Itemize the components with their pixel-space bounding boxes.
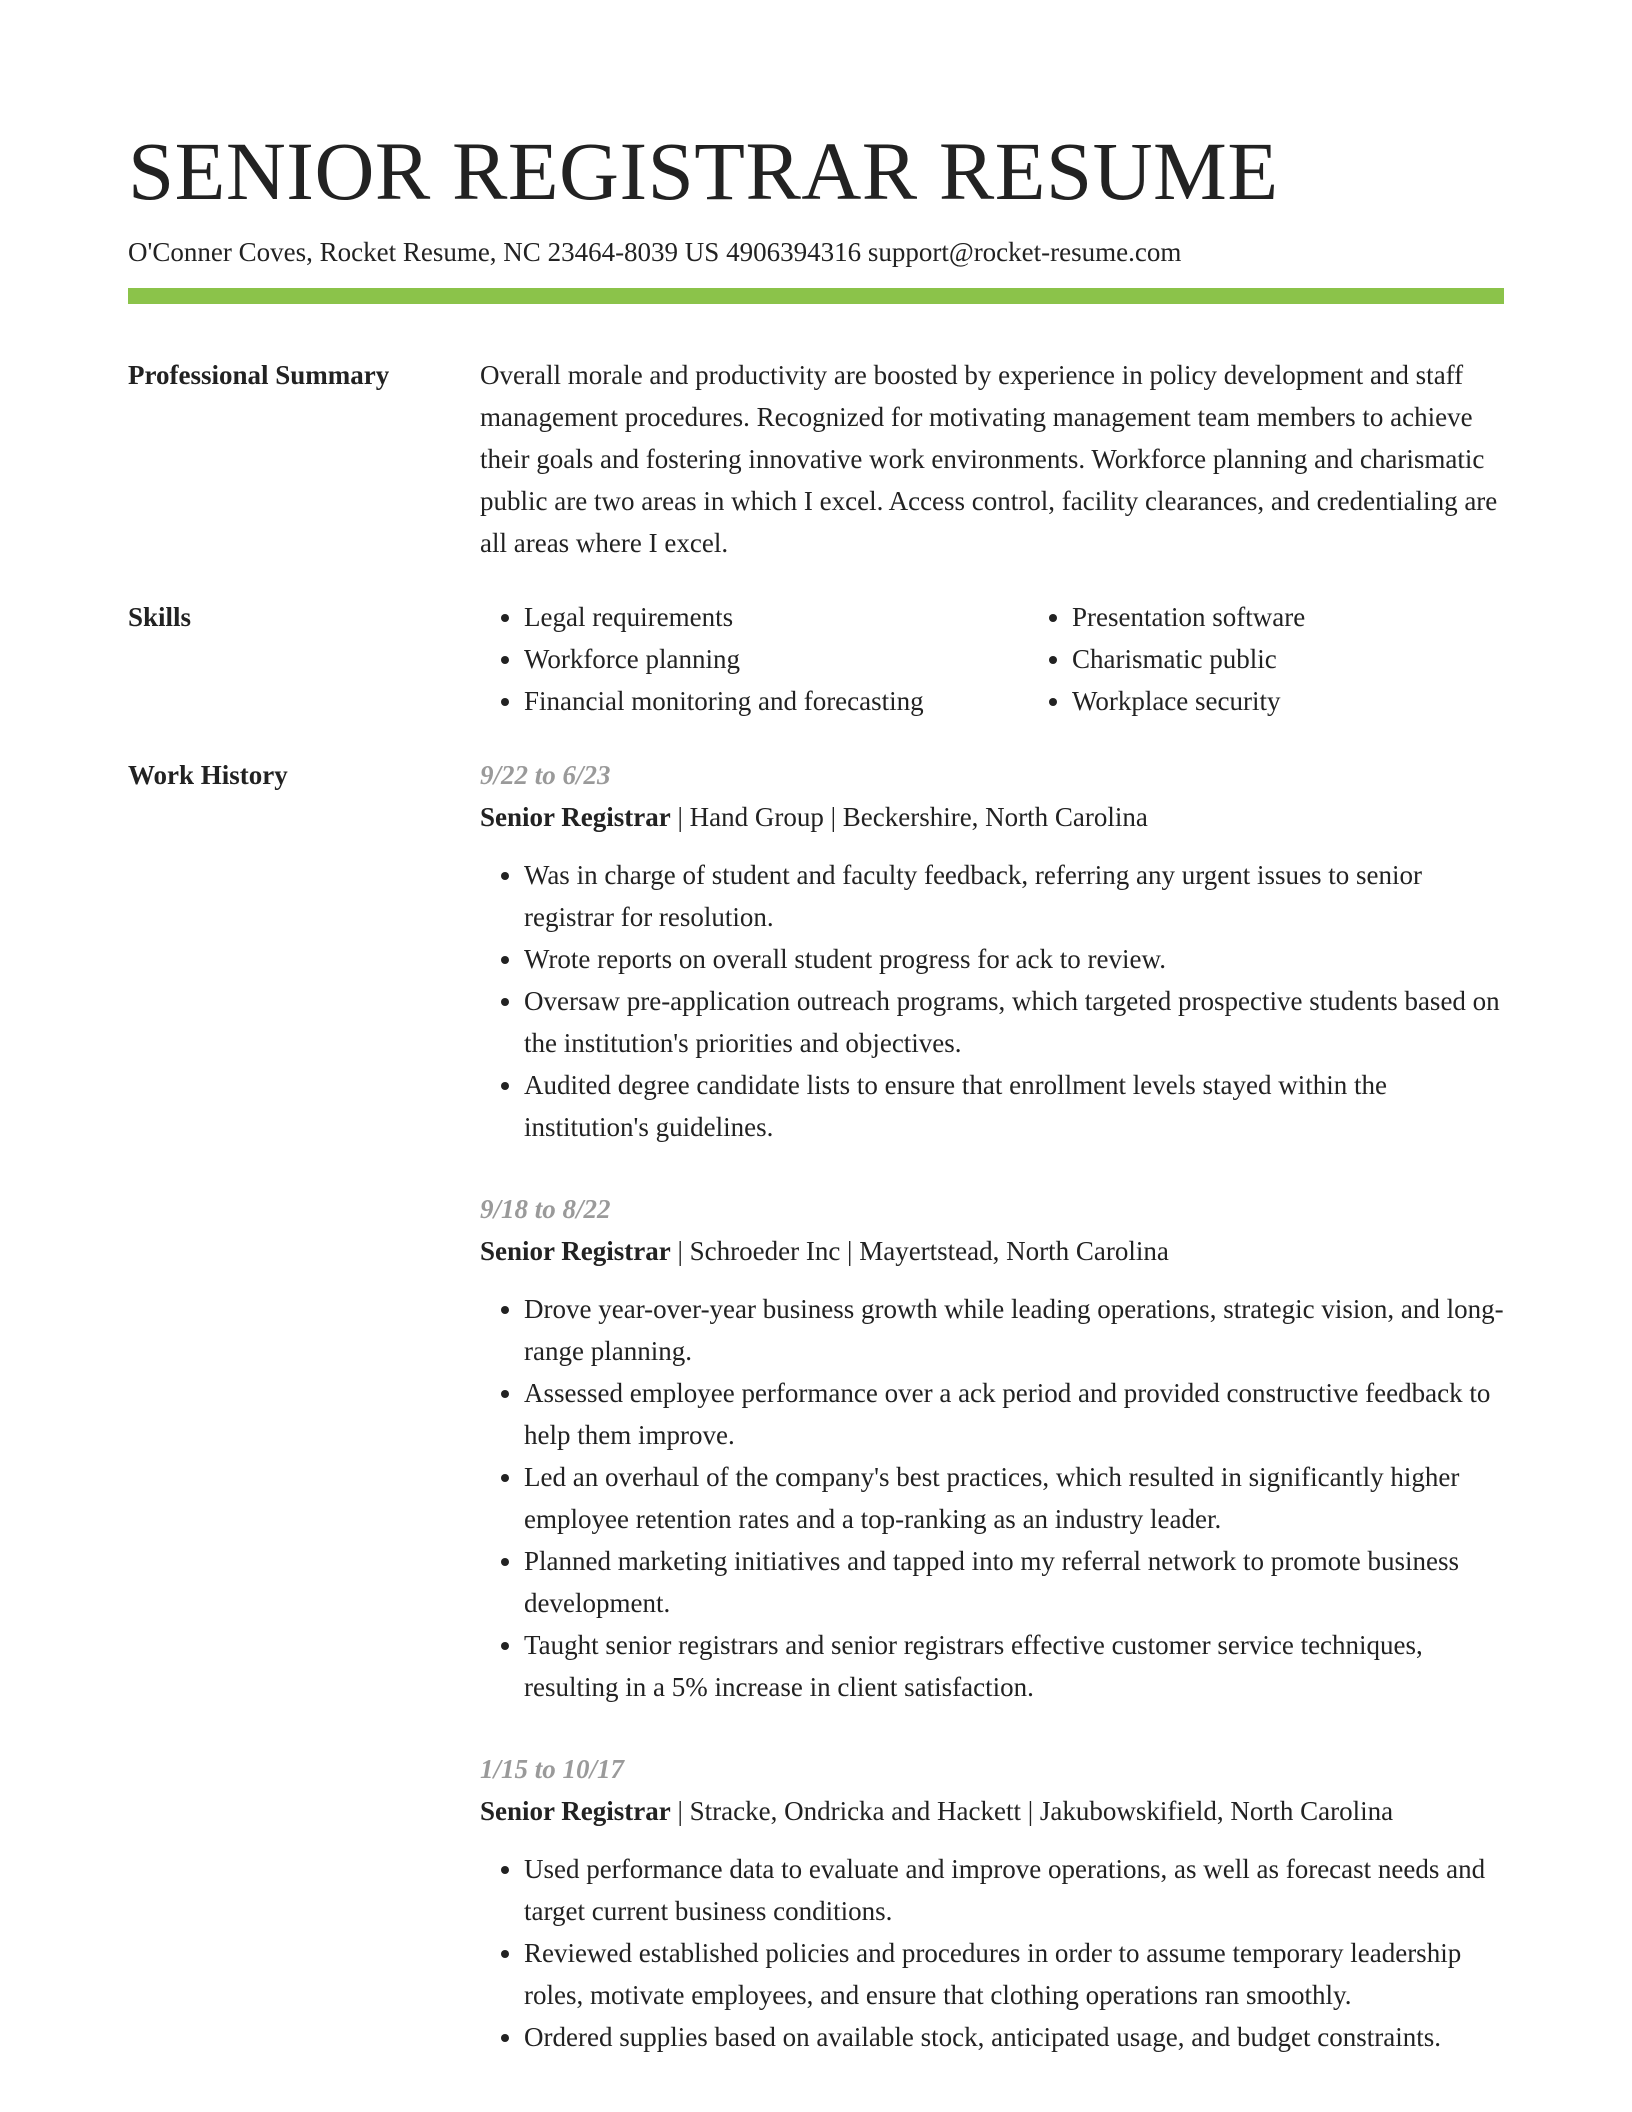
job-bullet: • Drove year-over-year business growth while leading operations, strategic vision, and long-range planning. (524, 1288, 1504, 1372)
job-bullet: • Used performance data to evaluate and improve operations, as well as forecast needs and target current business conditions. (524, 1848, 1504, 1932)
job-bullet: • Taught senior registrars and senior registrars effective customer service techniques, resulting in a 5% increase in client satisfaction. (524, 1624, 1504, 1708)
work-history-heading: Work History (128, 760, 288, 790)
job-bullet: • Was in charge of student and faculty feedback, referring any urgent issues to senior registrar for resolution. (524, 854, 1504, 938)
job-bullets (480, 1288, 1504, 1708)
skill-item: • Financial monitoring and forecasting (524, 680, 1028, 722)
job-title: Senior Registrar (480, 1236, 671, 1266)
job-heading (480, 1790, 1504, 1832)
job-entry (480, 754, 1504, 1148)
skill-item: • Charismatic public (1072, 638, 1305, 680)
skills-section (128, 596, 1504, 722)
skills-list-right (1028, 596, 1305, 722)
summary-heading: Professional Summary (128, 360, 390, 390)
summary-body (480, 354, 1504, 564)
job-bullet: • Audited degree candidate lists to ensure that enrollment levels stayed within the institution's guidelines. (524, 1064, 1504, 1148)
job-entry (480, 1188, 1504, 1708)
job-bullets (480, 1848, 1504, 2058)
job-bullet: • Led an overhaul of the company's best practices, which resulted in significantly higher employee retention rates and a top-ranking as an industry leader. (524, 1456, 1504, 1540)
job-title: Senior Registrar (480, 802, 671, 832)
job-bullet: • Ordered supplies based on available stock, anticipated usage, and budget constraints. (524, 2016, 1504, 2058)
work-history-section (128, 754, 1504, 2098)
resume-name: SENIOR REGISTRAR RESUME (128, 125, 1279, 217)
resume-page (128, 116, 1504, 2098)
job-bullet: • Wrote reports on overall student progress for ack to review. (524, 938, 1504, 980)
summary-text: Overall morale and productivity are boosted by experience in policy development and staff management procedures. Recognized for motivating management team members to achieve their goals and fostering innovative work environments. Workforce planning and charismatic public are two areas in which I excel. Access control, facility clearances, and credentialing are all areas where I excel. (480, 360, 1498, 558)
summary-section (128, 354, 1504, 564)
job-details: | Schroeder Inc | Mayertstead, North Carolina (670, 1236, 1169, 1266)
job-bullet: • Assessed employee performance over a ack period and provided constructive feedback to help them improve. (524, 1372, 1504, 1456)
contact-line: O'Conner Coves, Rocket Resume, NC 23464-8039 US 4906394316 support@rocket-resume.com (128, 237, 1182, 267)
job-dates: 9/18 to 8/22 (480, 1194, 611, 1224)
job-dates: 1/15 to 10/17 (480, 1754, 625, 1784)
job-heading (480, 1230, 1504, 1272)
skill-item: • Presentation software (1072, 596, 1305, 638)
skills-heading: Skills (128, 602, 192, 632)
job-entry (480, 1748, 1504, 2058)
job-details: | Stracke, Ondricka and Hackett | Jakubowskifield, North Carolina (670, 1796, 1394, 1826)
skills-body (480, 596, 1504, 722)
skills-list-left (480, 596, 1028, 722)
job-heading (480, 796, 1504, 838)
job-bullets (480, 854, 1504, 1148)
skill-item: • Workforce planning (524, 638, 1028, 680)
job-details: | Hand Group | Beckershire, North Carolina (670, 802, 1148, 832)
accent-divider (128, 288, 1504, 304)
job-bullet: • Planned marketing initiatives and tapped into my referral network to promote business development. (524, 1540, 1504, 1624)
job-dates: 9/22 to 6/23 (480, 760, 611, 790)
job-title: Senior Registrar (480, 1796, 671, 1826)
skill-item: • Legal requirements (524, 596, 1028, 638)
job-bullet: • Oversaw pre-application outreach programs, which targeted prospective students based on the institution's priorities and objectives. (524, 980, 1504, 1064)
job-bullet: • Reviewed established policies and procedures in order to assume temporary leadership roles, motivate employees, and ensure that clothing operations ran smoothly. (524, 1932, 1504, 2016)
skill-item: • Workplace security (1072, 680, 1305, 722)
work-history-body (480, 754, 1504, 2098)
